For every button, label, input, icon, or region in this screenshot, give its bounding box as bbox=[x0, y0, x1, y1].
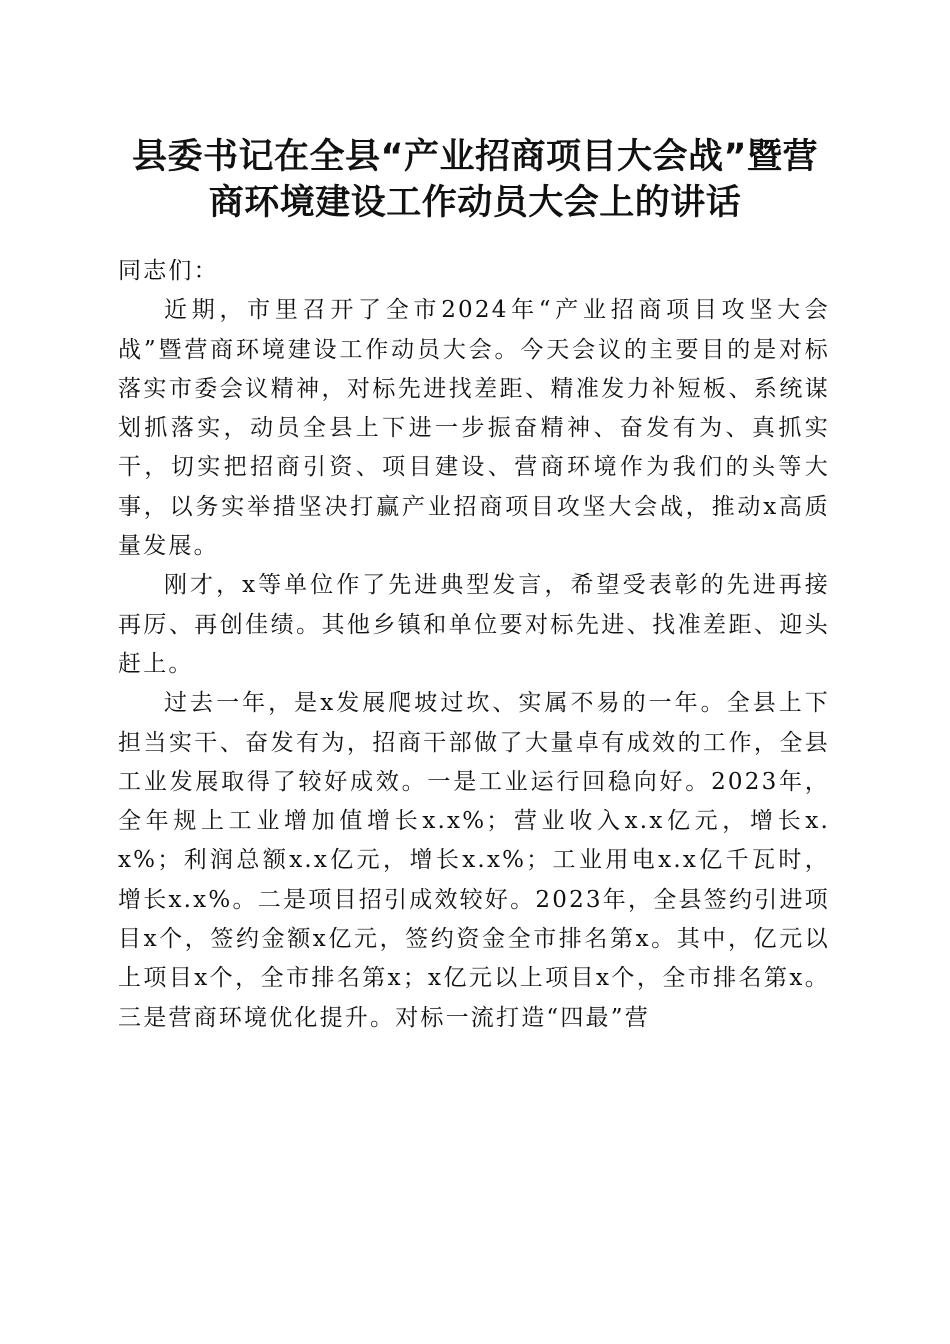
document-body bbox=[118, 252, 830, 1038]
title-line-2: 商环境建设工作动员大会上的讲话 bbox=[208, 183, 742, 223]
paragraph-3: 过去一年，是x发展爬坡过坎、实属不易的一年。全县上下担当实干、奋发有为，招商干部做了大量卓有成效的工作，全县工业发展取得了较好成效。一是工业运行回稳向好。2023年，全年规上工业增加值增长x.x%；营业收入x.x亿元，增长x.x%；利润总额x.x亿元，增长x.x%；工业用电x.x亿千瓦时，增长x.x%。二是项目招引成效较好。2023年，全县签约引进项目x个，签约金额x亿元，签约资金全市排名第x。其中，亿元以上项目x个，全市排名第x；x亿元以上项目x个，全市排名第x。三是营商环境优化提升。对标一流打造“四最”营 bbox=[118, 690, 830, 1031]
paragraph-1: 近期，市里召开了全市2024年“产业招商项目攻坚大会战”暨营商环境建设工作动员大会。今天会议的主要目的是对标落实市委会议精神，对标先进找差距、精准发力补短板、系统谋划抓落实，动员全县上下进一步振奋精神、奋发有为、真抓实干，切实把招商引资、项目建设、营商环境作为我们的头等大事，以务实举措坚决打赢产业招商项目攻坚大会战，推动x高质量发展。 bbox=[118, 297, 830, 560]
document-title bbox=[100, 134, 850, 226]
salutation: 同志们： bbox=[118, 258, 219, 284]
title-line-1: 县委书记在全县“产业招商项目大会战”暨营 bbox=[131, 137, 818, 177]
paragraph-2: 刚才，x等单位作了先进典型发言，希望受表彰的先进再接再厉、再创佳绩。其他乡镇和单位要对标先进、找准差距、迎头赶上。 bbox=[118, 572, 830, 677]
